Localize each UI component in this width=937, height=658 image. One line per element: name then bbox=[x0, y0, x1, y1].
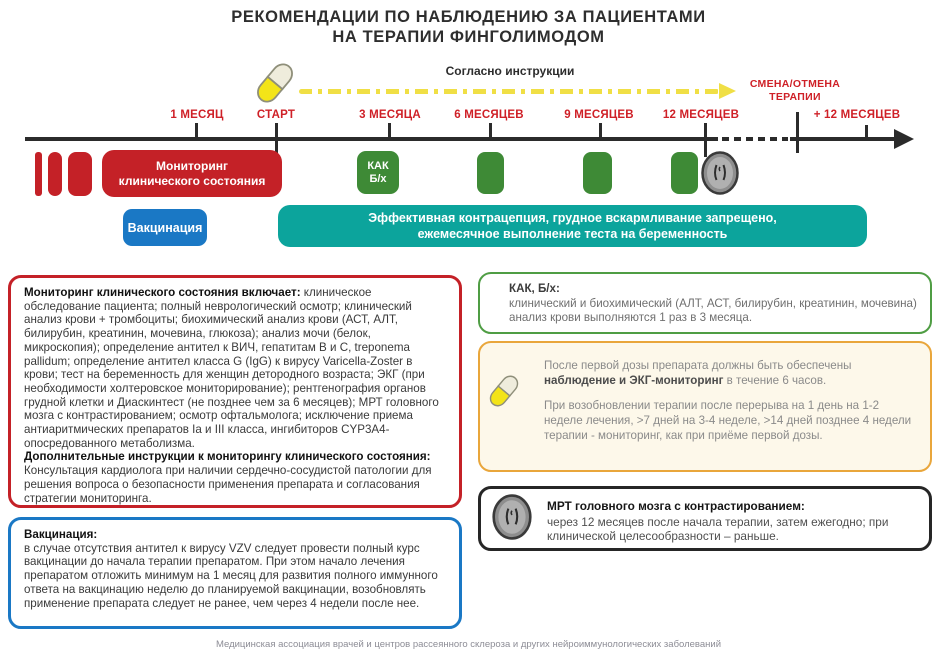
ecg-monitoring-box bbox=[478, 341, 932, 472]
monitoring-details-title: Мониторинг клинического состояния включает: bbox=[24, 286, 301, 299]
timeline-label-9months: 9 МЕСЯЦЕВ bbox=[564, 109, 634, 121]
kak-marker-12months bbox=[671, 152, 698, 194]
pill-icon bbox=[485, 371, 523, 411]
timeline-arrowhead-icon bbox=[894, 129, 914, 149]
tick-6months bbox=[489, 123, 492, 140]
monitoring-badge bbox=[102, 150, 282, 197]
timeline-label-3months: 3 МЕСЯЦА bbox=[359, 109, 421, 121]
therapy-change-label bbox=[735, 78, 855, 104]
kak-details-title: КАК, Б/х: bbox=[509, 282, 560, 295]
monitoring-badge-line1: Мониторинг bbox=[156, 158, 228, 173]
contraception-line1: Эффективная контрацепция, грудное вскармливание запрещено, bbox=[368, 211, 777, 225]
ecg-p1-post: в течение 6 часов. bbox=[723, 374, 827, 387]
timeline-line-dotted bbox=[722, 137, 788, 141]
tick-9months bbox=[599, 123, 602, 140]
kak-details-body: клинический и биохимический (АЛТ, АСТ, билирубин, креатинин, мочевина) анализ крови выполняются 1 раз в 3 месяца. bbox=[509, 296, 917, 324]
ecg-paragraph-2: При возобновлении терапии после перерыва на 1 день на 1-2 неделе лечения, >7 дней на 3-4 неделе, >14 дней позднее 4 недели терапии - мониторинг, как при приёме первой дозы. bbox=[544, 399, 912, 442]
monitoring-badge-line2: клинического состояния bbox=[118, 173, 266, 188]
kak-marker-6months bbox=[477, 152, 504, 194]
page-title-line1: РЕКОМЕНДАЦИИ ПО НАБЛЮДЕНИЮ ЗА ПАЦИЕНТАМИ bbox=[231, 8, 706, 26]
page-title bbox=[0, 7, 937, 47]
vaccination-details-title: Вакцинация: bbox=[24, 528, 98, 541]
kak-badge-line2: Б/х bbox=[369, 172, 387, 185]
contraception-banner bbox=[278, 205, 867, 247]
mri-details-body: через 12 месяцев после начала терапии, затем ежегодно; при клинической целесообразности – раньше. bbox=[547, 515, 889, 543]
timeline-label-1month: 1 МЕСЯЦ bbox=[170, 109, 224, 121]
vaccination-details-body: в случае отсутствия антител к вирусу VZV следует провести полный курс вакцинации до начала терапии препаратом. При этом начало лечения препаратом отложить минимум на 1 месяц для развития полного иммунного ответа на вакцинацию неделю до планируемой вакцинации, возобновлять применение препарата следует не ранее, чем через 4 недели после нее. bbox=[24, 541, 438, 610]
instruction-dashed-line bbox=[299, 89, 719, 94]
footer-credit: Медицинская ассоциация врачей и центров рассеянного склероза и других нейроиммунологических заболеваний bbox=[215, 639, 722, 650]
timeline-label-plus12months: + 12 МЕСЯЦЕВ bbox=[813, 109, 901, 121]
kak-details-box bbox=[478, 272, 932, 334]
timeline-label-12months: 12 МЕСЯЦЕВ bbox=[662, 109, 740, 121]
pill-icon bbox=[251, 58, 299, 108]
monitoring-extra-title: Дополнительные инструкции к мониторингу клинического состояния: bbox=[24, 450, 431, 464]
vaccination-details-box bbox=[8, 517, 462, 629]
ecg-p1-pre: После первой дозы препарата должны быть обеспечены bbox=[544, 359, 852, 372]
ecg-paragraph-1 bbox=[544, 358, 914, 388]
brain-mri-icon bbox=[700, 151, 740, 195]
monitoring-extra-body: Консультация кардиолога при наличии сердечно-сосудистой патологии для решения вопроса о безопасности применения препарата и согласования стратегии мониторинга. bbox=[24, 464, 432, 505]
kak-badge bbox=[357, 151, 399, 194]
instruction-label: Согласно инструкции bbox=[445, 64, 575, 78]
monitoring-details-box bbox=[8, 275, 462, 508]
tick-change-boundary bbox=[796, 112, 799, 153]
instruction-arrowhead-icon bbox=[719, 83, 736, 99]
monitoring-prestart-bar-3 bbox=[68, 152, 92, 196]
vaccination-badge: Вакцинация bbox=[123, 209, 207, 246]
brain-mri-icon bbox=[491, 494, 533, 540]
timeline-line-solid1 bbox=[25, 137, 718, 141]
mri-details-title: МРТ головного мозга с контрастированием: bbox=[547, 499, 805, 513]
kak-badge-line1: КАК bbox=[367, 159, 389, 172]
therapy-change-line1: СМЕНА/ОТМЕНА bbox=[749, 78, 841, 90]
page-title-line2: НА ТЕРАПИИ ФИНГОЛИМОДОМ bbox=[332, 28, 605, 46]
therapy-change-line2: ТЕРАПИИ bbox=[769, 91, 821, 103]
tick-plus12months bbox=[865, 125, 868, 141]
timeline-label-6months: 6 МЕСЯЦЕВ bbox=[454, 109, 524, 121]
timeline-line-solid2 bbox=[790, 137, 896, 141]
tick-1month bbox=[195, 123, 198, 140]
kak-marker-9months bbox=[583, 152, 612, 194]
ecg-p1-bold: наблюдение и ЭКГ-мониторинг bbox=[544, 374, 724, 387]
monitoring-prestart-bar-1 bbox=[35, 152, 42, 196]
mri-details-box bbox=[478, 486, 932, 551]
tick-3months bbox=[388, 123, 391, 140]
contraception-line2: ежемесячное выполнение теста на беременность bbox=[417, 227, 728, 241]
monitoring-details-body: клиническое обследование пациента; полный неврологический осмотр; клинический анализ крови + тромбоциты; биохимический анализ крови (АСТ, АЛТ, билирубин, креатинин, мочевина, глюкоза); анализ мочи (белок, микроскопия); определение антител к ВИЧ, гепатитам В и С, treponema pallidum; определение антител класса G (IgG) к вирусу Varicella-Zoster в крови; тест на беременность для женщин детородного возраста; ЭКГ (при необходимости холтеровское мониторирование); рентгенография органов грудной клетки и Диаскинтест (не позднее чем за 6 месяцев); МРТ головного мозга с контрастированием; осмотр офтальмолога; исключение приема антиаритмических препаратов Ia и III класса, ингибиторов CYP3A4-опосредованного метаболизма. bbox=[24, 286, 439, 450]
timeline-label-start: СТАРТ bbox=[256, 109, 296, 121]
monitoring-prestart-bar-2 bbox=[48, 152, 62, 196]
